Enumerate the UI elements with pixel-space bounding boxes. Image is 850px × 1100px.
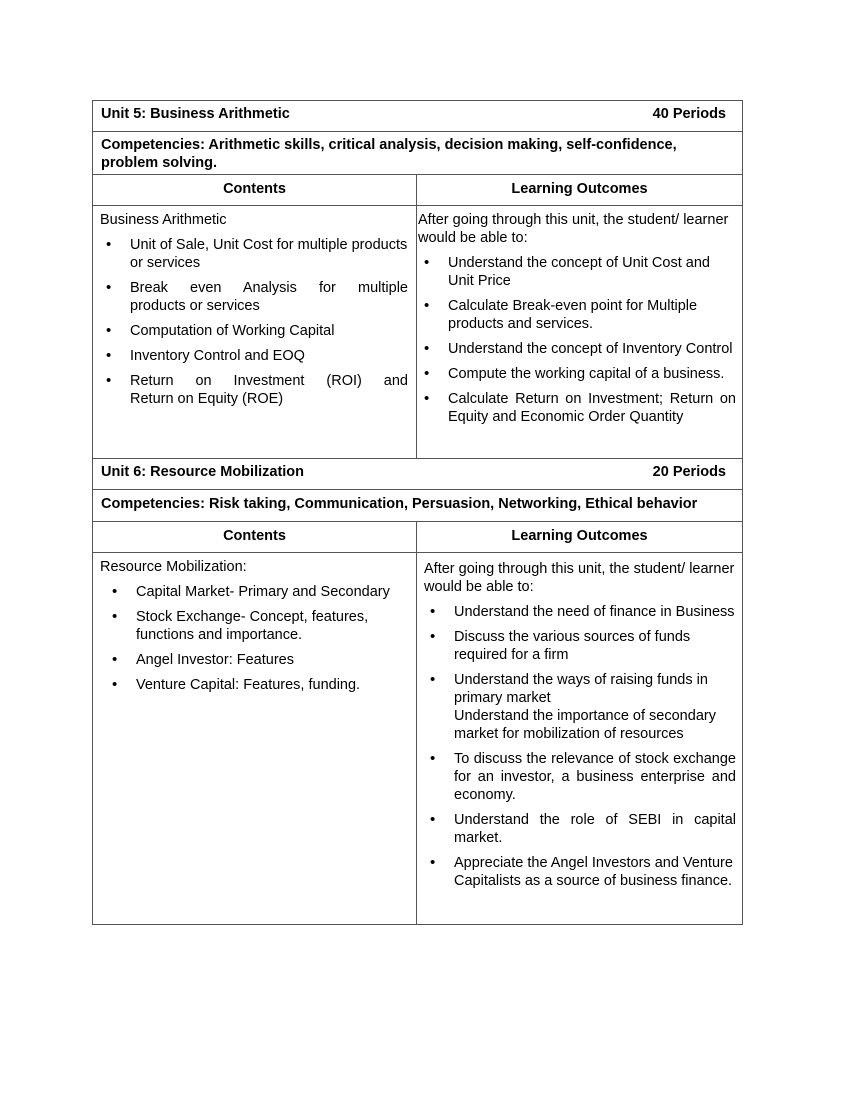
list-item: [424, 671, 736, 743]
list-item: • Stock Exchange- Concept, features, functions and importance.: [100, 608, 408, 644]
unit6-contents-intro: Resource Mobilization:: [100, 559, 247, 575]
list-item: • Calculate Return on Investment; Return on Equity and Economic Order Quantity: [418, 390, 736, 426]
list-item: • Compute the working capital of a business.: [418, 365, 736, 383]
unit6-competencies-row: [93, 490, 743, 522]
list-item: • Return on Investment (ROI) and Return on Equity (ROE): [100, 372, 408, 408]
list-item: • To discuss the relevance of stock exchange for an investor, a business enterprise and economy.: [424, 750, 736, 804]
list-item: • Understand the concept of Inventory Control: [418, 340, 736, 358]
unit5-body-row: [93, 206, 743, 459]
list-item: • Venture Capital: Features, funding.: [100, 676, 408, 694]
list-item: • Appreciate the Angel Investors and Venture Capitalists as a source of business finance.: [424, 854, 736, 890]
list-item: • Inventory Control and EOQ: [100, 347, 408, 365]
unit5-header: [93, 101, 743, 132]
list-item: • Break even Analysis for multiple products or services: [100, 279, 408, 315]
unit6-contents-cell: [93, 553, 417, 925]
unit5-outcomes-header: Learning Outcomes: [417, 175, 743, 206]
unit5-competencies: [93, 132, 743, 175]
unit5-competencies-line1: Competencies: Arithmetic skills, critical analysis, decision making, self-confidence,: [101, 137, 677, 153]
syllabus-table: [92, 100, 743, 925]
outcome-text: Understand the importance of secondary market for mobilization of resources: [454, 708, 716, 742]
unit6-periods: 20 Periods: [652, 464, 726, 480]
unit5-contents-header: Contents: [93, 175, 417, 206]
list-item: • Understand the role of SEBI in capital market.: [424, 811, 736, 847]
unit6-contents-list: [100, 583, 408, 694]
unit5-contents-intro: Business Arithmetic: [100, 212, 227, 228]
unit5-title: Unit 5: Business Arithmetic: [101, 106, 290, 122]
unit6-contents-header: Contents: [93, 522, 417, 553]
list-item: • Understand the concept of Unit Cost and Unit Price: [418, 254, 736, 290]
unit5-outcomes-cell: [417, 206, 743, 459]
list-item: • Calculate Break-even point for Multiple products and services.: [418, 297, 736, 333]
unit5-contents-cell: [93, 206, 417, 459]
list-item: • Understand the need of finance in Business: [424, 603, 736, 621]
list-item: • Angel Investor: Features: [100, 651, 408, 669]
list-item: • Discuss the various sources of funds required for a firm: [424, 628, 736, 664]
unit5-column-headers: [93, 175, 743, 206]
unit5-competencies-row: [93, 132, 743, 175]
list-item: • Unit of Sale, Unit Cost for multiple products or services: [100, 236, 408, 272]
unit6-outcomes-cell: [417, 553, 743, 925]
list-item: • Computation of Working Capital: [100, 322, 408, 340]
unit5-contents-list: [100, 236, 408, 408]
unit6-body-row: [93, 553, 743, 925]
unit5-periods: 40 Periods: [652, 106, 726, 122]
unit6-title: Unit 6: Resource Mobilization: [101, 464, 305, 480]
unit6-header: [93, 459, 743, 490]
unit5-competencies-line2: problem solving.: [101, 155, 218, 171]
unit6-column-headers: [93, 522, 743, 553]
unit6-header-row: [93, 459, 743, 490]
unit5-header-row: [93, 101, 743, 132]
unit5-outcomes-list: [418, 254, 736, 426]
unit5-outcomes-intro: After going through this unit, the student/ learner would be able to:: [418, 212, 729, 246]
unit6-competencies: Competencies: Risk taking, Communication, Persuasion, Networking, Ethical behavior: [93, 490, 743, 522]
list-item: • Capital Market- Primary and Secondary: [100, 583, 408, 601]
unit6-outcomes-intro: After going through this unit, the student/ learner would be able to:: [424, 561, 735, 595]
unit6-outcomes-header: Learning Outcomes: [417, 522, 743, 553]
outcome-text: • Understand the ways of raising funds in primary market: [454, 672, 708, 706]
unit6-outcomes-list: [424, 603, 736, 890]
